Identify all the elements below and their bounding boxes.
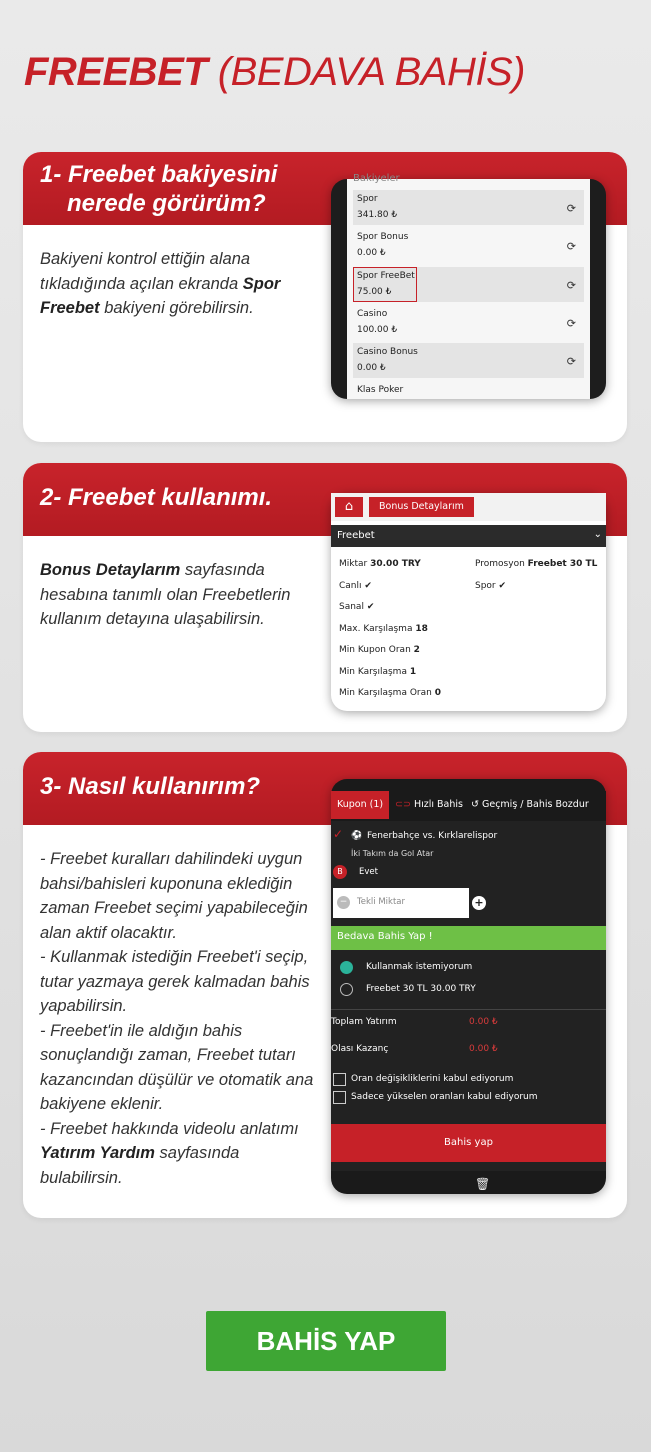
detail-minkars xyxy=(339,667,416,677)
balance-name: Klas Poker xyxy=(357,385,404,395)
balance-name: Casino Bonus xyxy=(357,347,418,357)
balance-value: 100.00 ₺ xyxy=(357,325,398,335)
card-paragraph: - Freebet'in ile aldığın bahis sonuçlandığı zaman, Freebet tutarı kazancından düşülür ve otomatik ana bakiyene eklenir. xyxy=(40,1021,314,1113)
detail-spor xyxy=(475,581,506,591)
detail-label: Min Karşılaşma Oran xyxy=(339,688,432,698)
card-text xyxy=(40,558,312,632)
match-name: Fenerbahçe vs. Kırklarelispor xyxy=(367,831,498,841)
bet-now-button[interactable]: BAHİS YAP xyxy=(206,1311,446,1371)
card-text-part: Bakiyeni kontrol ettiğin alana tıkladığında açılan ekranda xyxy=(40,250,251,293)
check-icon: ✔ xyxy=(366,602,375,612)
bonus-details-screenshot xyxy=(331,493,606,711)
balance-row xyxy=(353,228,584,263)
stake-placeholder: Tekli Miktar xyxy=(357,897,405,907)
place-bet-button[interactable]: Bahis yap xyxy=(331,1124,606,1162)
plus-button[interactable] xyxy=(469,892,489,914)
breadcrumb-item: Bonus Detaylarım xyxy=(369,497,474,517)
balance-value: 341.80 ₺ xyxy=(357,210,398,220)
balance-panel xyxy=(347,173,590,399)
card-paragraph: - Kullanmak istediğin Freebet'i seçip, tutar yazmaya gerek kalmadan bahis yapabilirsin. xyxy=(40,948,310,1015)
card-text-part: sayfasında bulabilirsin. xyxy=(40,1144,240,1187)
toplam-label: Toplam Yatırım xyxy=(331,1017,397,1027)
card-paragraph: - Freebet kuralları dahilindeki uygun bahsi/bahisleri kuponuna eklediğin zaman Freebet seçimi yapabileceğin alan aktif olacaktır. xyxy=(40,850,308,942)
detail-value: 30.00 TRY xyxy=(370,559,421,569)
coupon-content xyxy=(331,821,606,1171)
olasi-value: 0.00 ₺ xyxy=(469,1044,498,1054)
balance-row xyxy=(353,305,584,340)
card-text-part: - Freebet hakkında videolu anlatımı xyxy=(40,1119,299,1138)
detail-label: Min Karşılaşma xyxy=(339,667,407,677)
card-heading-line: 3- Nasıl kullanırım? xyxy=(40,773,261,800)
plus-icon: + xyxy=(472,896,486,910)
balance-panel-title: Bakiyeler xyxy=(353,173,400,184)
balance-name: Casino xyxy=(357,309,388,319)
balance-name: Spor FreeBet xyxy=(357,271,415,281)
checkbox-label: Sadece yükselen oranları kabul ediyorum xyxy=(351,1092,538,1102)
tab-kupon: Kupon (1) xyxy=(331,791,389,819)
detail-sanal xyxy=(339,602,374,612)
card-text-part: bakiyeni görebilirsin. xyxy=(99,299,254,317)
detail-label: Promosyon xyxy=(475,559,525,569)
card-heading-line1: 1- Freebet bakiyesini xyxy=(40,161,278,188)
freebet-bar xyxy=(331,525,606,547)
pick-badge: B xyxy=(333,865,347,879)
detail-miktar xyxy=(339,559,421,569)
detail-minkupon xyxy=(339,645,420,655)
detail-label: Miktar xyxy=(339,559,368,569)
divider xyxy=(331,1009,606,1010)
market-name: İki Takım da Gol Atar xyxy=(351,849,434,858)
balance-name: Spor xyxy=(357,194,378,204)
checkbox-accept-odds[interactable] xyxy=(333,1073,346,1086)
card-paragraph xyxy=(40,1117,316,1191)
refresh-icon: ⟳ xyxy=(566,317,576,330)
title-bold: FREEBET xyxy=(24,50,208,94)
balance-row xyxy=(353,343,584,378)
detail-label: Canlı xyxy=(339,581,362,591)
balance-name: Spor Bonus xyxy=(357,232,409,242)
card-text-bold: Spor Freebet xyxy=(40,274,281,317)
balance-value: 0.00 ₺ xyxy=(357,248,386,258)
detail-promosyon xyxy=(475,559,597,569)
tab-label: Hızlı Bahis xyxy=(413,799,463,810)
detail-canli xyxy=(339,581,372,591)
refresh-icon: ⟳ xyxy=(566,279,576,292)
balance-screenshot xyxy=(331,173,606,399)
detail-label: Max. Karşılaşma xyxy=(339,624,413,634)
detail-value: Freebet 30 TL xyxy=(527,559,598,569)
card-text xyxy=(40,847,316,1190)
card-heading-line2: nerede görürüm? xyxy=(67,190,266,217)
title-rest: (BEDAVA BAHİS) xyxy=(207,50,525,94)
card-text-bold: Yatırım Yardım xyxy=(40,1144,155,1162)
refresh-icon: ⟳ xyxy=(566,355,576,368)
balance-value: 75.00 ₺ xyxy=(357,287,392,297)
stake-field[interactable] xyxy=(333,888,484,918)
coupon-screenshot xyxy=(331,779,606,1194)
card-text-bold: Bonus Detaylarım xyxy=(40,561,181,579)
balance-value: 0.00 ₺ xyxy=(357,363,386,373)
toplam-value: 0.00 ₺ xyxy=(469,1017,498,1027)
trash-icon[interactable]: 🗑 xyxy=(475,1177,491,1191)
radio-no-freebet[interactable] xyxy=(340,961,353,974)
history-icon: ↺ xyxy=(471,799,479,810)
detail-minkarsoran xyxy=(339,688,441,698)
detail-value: 1 xyxy=(409,667,417,677)
refresh-icon: ⟳ xyxy=(566,240,576,253)
radio-freebet-30[interactable] xyxy=(340,983,353,996)
detail-value: 18 xyxy=(415,624,428,634)
card-text xyxy=(40,247,310,321)
detail-value: 0 xyxy=(434,688,441,698)
card-heading-line: 2- Freebet kullanımı. xyxy=(40,484,273,511)
freebet-header: Bedava Bahis Yap ! xyxy=(331,926,606,950)
tab-label: Geçmiş / Bahis Bozdur xyxy=(482,799,589,810)
detail-max xyxy=(339,624,428,634)
card-how-to-use xyxy=(23,752,627,1218)
page-title xyxy=(24,50,525,95)
chevron-down-icon: ⌄ xyxy=(593,529,602,540)
balance-row xyxy=(353,381,584,416)
freebet-bar-label: Freebet xyxy=(337,530,375,541)
detail-label: Spor xyxy=(475,581,496,591)
card-freebet-usage xyxy=(23,463,627,732)
olasi-label: Olası Kazanç xyxy=(331,1044,389,1054)
tab-hizli-bahis xyxy=(395,791,463,819)
coupon-tabs xyxy=(331,791,606,819)
check-icon: ✔ xyxy=(364,581,372,591)
check-icon: ✓ xyxy=(333,827,344,841)
link-icon: ⊂⊃ xyxy=(395,799,411,810)
detail-label: Sanal xyxy=(339,602,364,612)
card-freebet-balance xyxy=(23,152,627,442)
minus-icon[interactable]: − xyxy=(337,896,350,909)
checkbox-accept-higher[interactable] xyxy=(333,1091,346,1104)
pick-name: Evet xyxy=(359,867,378,877)
card-text-part: sayfasında hesabına tanımlı olan Freebetlerin kullanım detayına ulaşabilirsin. xyxy=(40,561,291,628)
breadcrumb xyxy=(331,493,606,521)
detail-value: 2 xyxy=(413,645,420,655)
radio-label: Freebet 30 TL 30.00 TRY xyxy=(366,984,476,994)
radio-label: Kullanmak istemiyorum xyxy=(366,962,473,972)
tab-gecmis xyxy=(471,791,589,819)
home-icon: ⌂ xyxy=(335,497,363,517)
soccer-ball-icon: ⚽ xyxy=(351,831,363,841)
balance-row xyxy=(353,190,584,225)
refresh-icon: ⟳ xyxy=(566,202,576,215)
check-icon: ✔ xyxy=(498,581,507,591)
balance-row-freebet xyxy=(353,267,584,302)
detail-label: Min Kupon Oran xyxy=(339,645,411,655)
checkbox-label: Oran değişikliklerini kabul ediyorum xyxy=(351,1074,514,1084)
